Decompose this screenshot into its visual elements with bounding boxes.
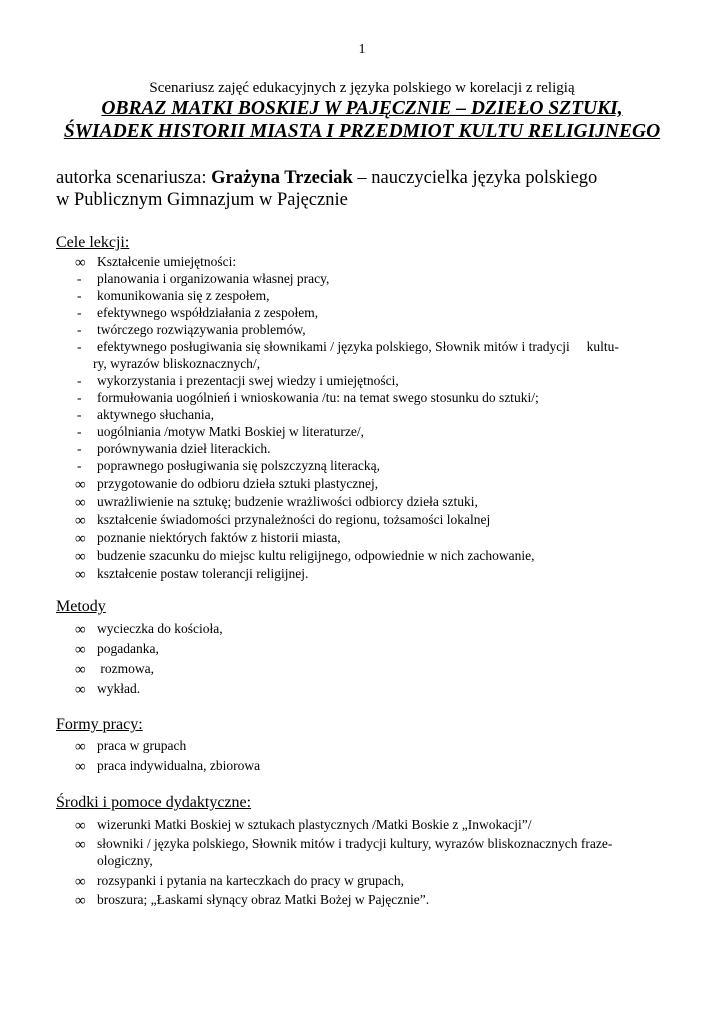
dash-icon: - [77, 458, 82, 473]
list-item-text: Kształcenie umiejętności: [97, 254, 237, 269]
list-item-text: przygotowanie do odbioru dzieła sztuki plastycznej, [97, 476, 379, 491]
dash-icon: - [77, 322, 82, 337]
dash-icon: - [77, 441, 82, 456]
infinity-icon: ∞ [75, 477, 86, 493]
list-item-text: uogólniania /motyw Matki Boskiej w literaturze/, [97, 424, 364, 439]
dash-icon: - [77, 373, 82, 388]
list-item-text: pogadanka, [97, 641, 159, 656]
infinity-icon: ∞ [75, 874, 86, 890]
list-item-text: wykład. [97, 681, 141, 696]
dash-icon: - [77, 271, 82, 286]
list-item-text: wycieczka do kościoła, [97, 621, 223, 636]
infinity-icon: ∞ [75, 531, 86, 547]
infinity-icon: ∞ [75, 255, 86, 271]
author-label: autorka scenariusza: [56, 168, 207, 188]
author-name: Grażyna Trzeciak [211, 168, 353, 188]
list-item-text: kształcenie postaw tolerancji religijnej. [97, 566, 309, 581]
list-item-text: uwrażliwienie na sztukę; budzenie wrażliwości odbiorcy dzieła sztuki, [97, 494, 478, 509]
list-item-text: wykorzystania i prezentacji swej wiedzy i umiejętności, [97, 373, 399, 388]
dash-icon: - [77, 288, 82, 303]
srodki-heading: Środki i pomoce dydaktyczne: [56, 794, 252, 811]
infinity-icon: ∞ [75, 759, 86, 775]
list-item-text: rozsypanki i pytania na karteczkach do pracy w grupach, [97, 873, 404, 888]
list-item-text: praca w grupach [97, 738, 187, 753]
list-item-text: komunikowania się z zespołem, [97, 288, 270, 303]
infinity-icon: ∞ [75, 662, 86, 678]
author-block [56, 167, 696, 211]
infinity-icon: ∞ [75, 549, 86, 565]
infinity-icon: ∞ [75, 682, 86, 698]
infinity-icon: ∞ [75, 739, 86, 755]
list-item-text: ologiczny, [97, 853, 153, 868]
infinity-icon: ∞ [75, 622, 86, 638]
cele-heading: Cele lekcji: [56, 234, 130, 251]
infinity-icon: ∞ [75, 495, 86, 511]
author-role: – nauczycielka języka polskiego [357, 168, 598, 188]
list-item-text: kształcenie świadomości przynależności do regionu, tożsamości lokalnej [97, 512, 491, 527]
infinity-icon: ∞ [75, 642, 86, 658]
list-item-text: twórczego rozwiązywania problemów, [97, 322, 306, 337]
dash-icon: - [77, 390, 82, 405]
list-item-text: efektywnego współdziałania z zespołem, [97, 305, 319, 320]
list-item-text: praca indywidualna, zbiorowa [97, 758, 261, 773]
infinity-icon: ∞ [75, 837, 86, 853]
infinity-icon: ∞ [75, 567, 86, 583]
list-item-text: planowania i organizowania własnej pracy, [97, 271, 330, 286]
list-item-text: aktywnego słuchania, [97, 407, 214, 422]
page-number: 1 [358, 42, 366, 57]
list-item-text: budzenie szacunku do miejsc kultu religijnego, odpowiednie w nich zachowanie, [97, 548, 535, 563]
infinity-icon: ∞ [75, 818, 86, 834]
list-item-text: rozmowa, [97, 661, 154, 676]
formy-heading: Formy pracy: [56, 716, 143, 733]
dash-icon: - [77, 305, 82, 320]
title-line-2: ŚWIADEK HISTORII MIASTA I PRZEDMIOT KULTU RELIGIJNEGO [63, 121, 661, 142]
list-item-text: broszura; „Łaskami słynący obraz Matki Bożej w Pajęcznie”. [97, 892, 430, 907]
infinity-icon: ∞ [75, 893, 86, 909]
dash-icon: - [77, 424, 82, 439]
dash-icon: - [77, 339, 82, 354]
subtitle: Scenariusz zajęć edukacyjnych z języka polskiego w korelacji z religią [149, 80, 575, 96]
metody-heading: Metody [56, 598, 106, 615]
list-item-text: efektywnego posługiwania się słownikami / języka polskiego, Słownik mitów i tradycji kultu- [97, 339, 619, 354]
infinity-icon: ∞ [75, 513, 86, 529]
list-item-text: wizerunki Matki Boskiej w sztukach plastycznych /Matki Boskie z „Inwokacji”/ [97, 817, 532, 832]
title-line-1: OBRAZ MATKI BOSKIEJ W PAJĘCZNIE – DZIEŁO SZTUKI, [101, 98, 623, 119]
list-item-text: porównywania dzieł literackich. [97, 441, 271, 456]
list-item-text: ry, wyrazów bliskoznacznych/, [93, 356, 261, 371]
dash-icon: - [77, 407, 82, 422]
list-item-text: formułowania uogólnień i wnioskowania /tu: na temat swego stosunku do sztuki/; [97, 390, 539, 405]
list-item-text: poprawnego posługiwania się polszczyzną literacką, [97, 458, 381, 473]
list-item-text: poznanie niektórych faktów z historii miasta, [97, 530, 341, 545]
list-item-text: słowniki / języka polskiego, Słownik mitów i tradycji kultury, wyrazów bliskoznacznych fraze- [97, 836, 613, 851]
author-school: w Publicznym Gimnazjum w Pajęcznie [56, 190, 348, 210]
